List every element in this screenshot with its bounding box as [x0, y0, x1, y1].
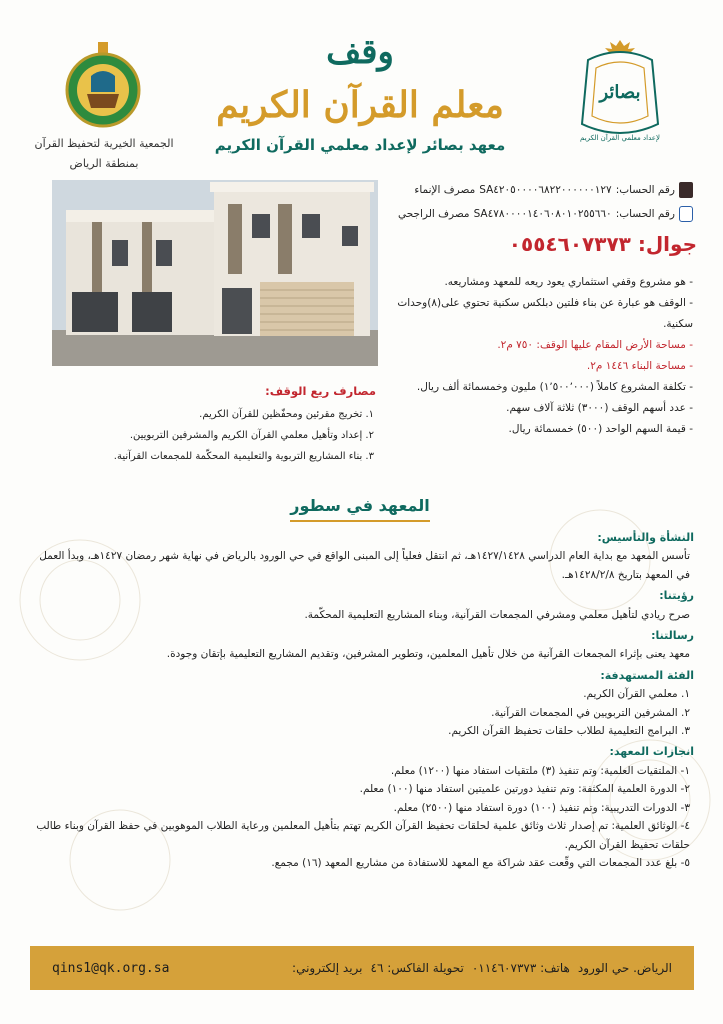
- account-line-rajhi: [363, 205, 693, 223]
- footer-email-label: بريد إلكتروني:: [292, 961, 363, 975]
- vision-text: صرح ريادي لتأهيل معلمي ومشرفي المجمعات القرآنية، وبناء المشاريع التعليمية المحكّمة.: [304, 608, 690, 621]
- description-line: - مساحة البناء ١٤٤٦ م٢.: [586, 360, 693, 372]
- footer-phone: هاتف: ٠١١٤٦٠٧٣٧٣: [471, 961, 570, 975]
- page-subtitle: معهد بصائر لإعداد معلمي القرآن الكريم: [214, 136, 506, 154]
- account-label: رقم الحساب:: [615, 208, 675, 220]
- footer-address: الرياض. حي الورود: [577, 961, 672, 975]
- description-line: - الوقف هو عبارة عن بناء فلتين دبلكس سكنية تحتوي على(٨)وحدات سكنية.: [397, 297, 693, 330]
- founding-text: تأسس المعهد مع بداية العام الدراسي ١٤٢٧/١٤٢٨هـ، ثم انتقل فعلياً إلى المبنى الواقع في حي الورود بالرياض في نهاية شهر رمضان ١٤٢٧هـ، وبدأ العمل في المعهد بتاريخ ١٤٢٨/٢/٨هـ.: [39, 550, 690, 581]
- bank-name: مصرف الراجحي: [397, 208, 470, 220]
- alinma-bank-icon: [679, 182, 693, 198]
- logo-caption: لإعداد معلمي القرآن الكريم: [580, 134, 660, 142]
- achievement-item: ١- الملتقيات العلمية: وتم تنفيذ (٣) ملتقيات استفاد منها (١٢٠٠) معلم.: [390, 764, 690, 777]
- mission-text: معهد يعنى بإثراء المجمعات القرآنية من خلال تأهيل المعلمين، وتطوير المشرفين، وتقديم المشاريع التعليمية بإتقان وجودة.: [166, 648, 690, 661]
- achievement-item: ٢- الدورة العلمية المكثفة: وتم تنفيذ دورتين علميتين استفاد منها (١٠٠) معلم.: [359, 783, 690, 796]
- footer-fax: تحويلة الفاكس: ٤٦: [370, 961, 464, 975]
- association-logo: [58, 40, 148, 132]
- account-number: SA٤٧٨٠٠٠٠١٤٠٦٠٨٠١٠٢٥٥٦٦٠: [473, 208, 612, 220]
- achievement-item: ٤- الوثائق العلمية: تم إصدار ثلاث وثائق علمية لحلقات تحفيظ القرآن الكريم تهتم بتأهيل المعلمين ورعاية الطلاب الموهوبين في حفظ القرآن وبناء طالب حلقات تحفيظ القرآن الكريم.: [36, 820, 690, 851]
- target-item: ١. معلمي القرآن الكريم.: [583, 688, 690, 701]
- association-name: [24, 134, 184, 174]
- institute-section-title: المعهد في سطور: [290, 496, 430, 515]
- description-line: - مساحة الأرض المقام عليها الوقف: ٧٥٠ م٢.: [497, 339, 693, 351]
- account-number: SA٤٢٠٥٠٠٠٠٦٨٢٢٠٠٠٠٠٠١٢٧: [479, 184, 612, 196]
- achievements-heading: انجازات المعهد:: [609, 745, 694, 759]
- spend-title: مصارف ريع الوقف:: [265, 384, 376, 398]
- target-item: ٣. البرامج التعليمية لطلاب حلقات تحفيظ القرآن الكريم.: [448, 725, 690, 738]
- building-photo: [52, 180, 378, 366]
- bank-name: مصرف الإنماء: [414, 184, 476, 196]
- account-line-alinma: [363, 181, 693, 199]
- institute-body: [28, 526, 694, 872]
- description-line: - تكلفة المشروع كاملاً (١٬٥٠٠٬٠٠٠) مليون وخمسمائة ألف ريال.: [416, 381, 693, 393]
- mobile-label: جوال:: [637, 232, 697, 256]
- association-name-line2: بمنطقة الرياض: [69, 157, 139, 170]
- target-heading: الفئة المستهدفة:: [600, 668, 694, 682]
- achievement-item: ٥- بلغ عدد المجمعات التي وقّعت عقد شراكة مع المعهد للاستفادة من مشاريع المعهد (١٦) مجمع.: [271, 856, 690, 869]
- vision-heading: رؤيتنا:: [659, 589, 694, 603]
- description-line: - قيمة السهم الواحد (٥٠٠) خمسمائة ريال.: [508, 423, 693, 435]
- footer-email[interactable]: qins1@qk.org.sa: [52, 960, 170, 976]
- spend-item: ٣. بناء المشاريع التربوية والتعليمية المحكّمة للمجمعات القرآنية.: [113, 451, 374, 462]
- spend-item: ١. تخريج مقرئين ومحفّظين للقرآن الكريم.: [199, 409, 374, 420]
- title-waqf: وقف: [326, 32, 394, 72]
- mission-heading: رسالتنا:: [651, 629, 694, 643]
- description-line: - عدد أسهم الوقف (٣٠٠٠) ثلاثة آلاف سهم.: [506, 402, 693, 414]
- founding-heading: النشأة والتأسيس:: [597, 531, 694, 544]
- spend-list: [30, 404, 374, 467]
- section-divider: [290, 520, 430, 522]
- project-description: [385, 272, 693, 440]
- mobile-number: [457, 232, 697, 256]
- mobile-value: ٠٥٥٤٦٠٧٣٧٣: [508, 232, 631, 256]
- target-item: ٢. المشرفين التربويين في المجمعات القرآنية.: [491, 706, 690, 719]
- basaer-logo: [570, 36, 670, 148]
- achievement-item: ٣- الدورات التدريبية: وتم تنفيذ (١٠٠) دورة استفاد منها (٢٥٠٠) معلم.: [393, 801, 690, 814]
- description-line: - هو مشروع وقفي استثماري يعود ريعه للمعهد ومشاريعه.: [444, 276, 693, 288]
- logo-text: بصائر: [599, 82, 641, 103]
- account-label: رقم الحساب:: [615, 184, 675, 196]
- spend-item: ٢. إعداد وتأهيل معلمي القرآن الكريم والمشرفين التربويين.: [129, 430, 374, 441]
- contact-footer: [30, 946, 694, 990]
- page-title: معلم القرآن الكريم: [216, 84, 504, 126]
- rajhi-bank-icon: [679, 206, 693, 222]
- association-name-line1: الجمعية الخيرية لتحفيظ القرآن: [34, 137, 174, 150]
